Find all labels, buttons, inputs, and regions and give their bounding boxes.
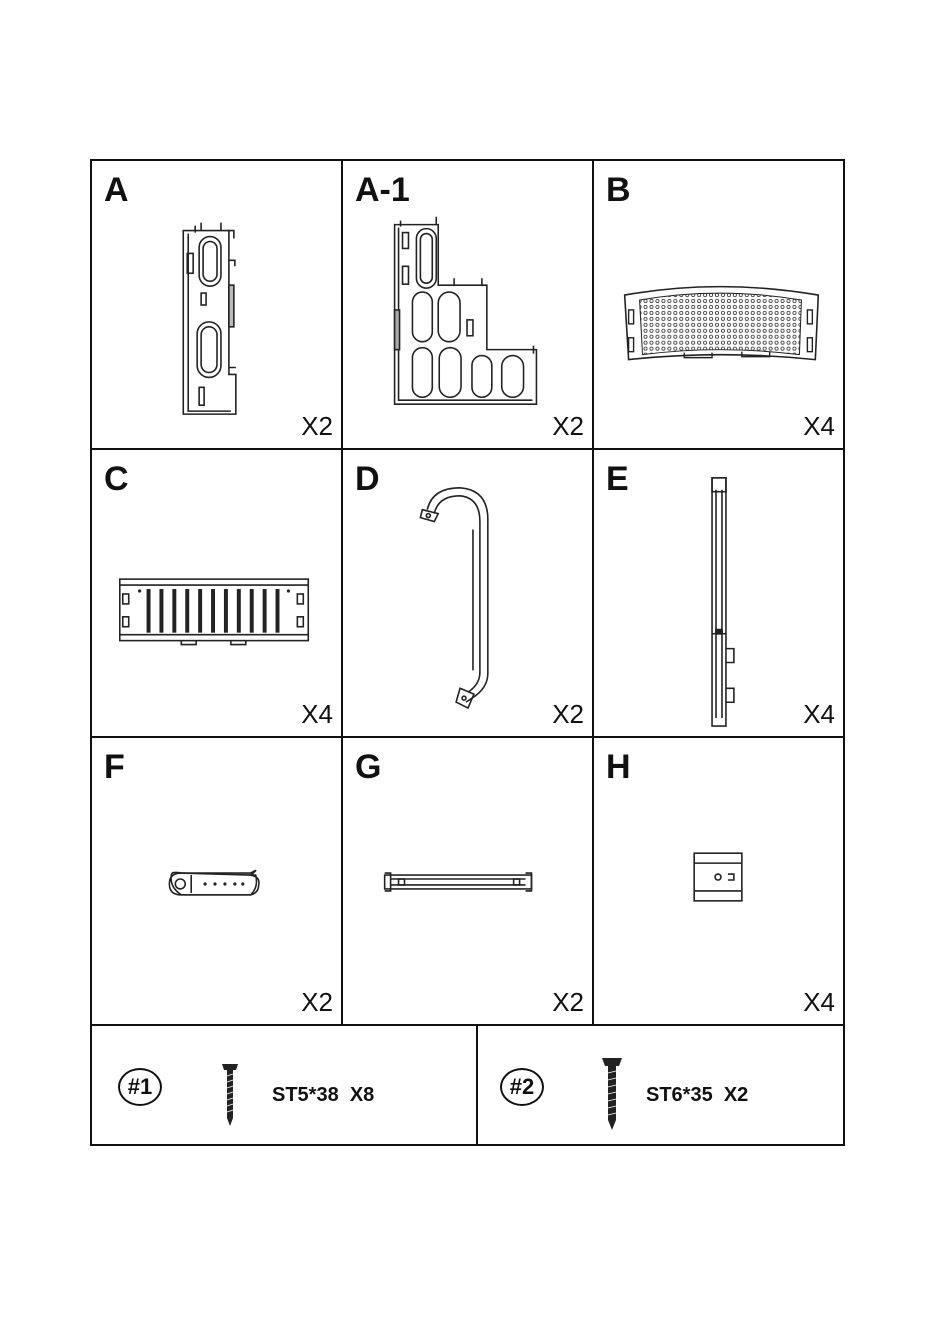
part-quantity: X4	[803, 699, 835, 729]
part-quantity: X2	[552, 987, 584, 1017]
part-cell-d	[343, 450, 594, 738]
part-quantity: X4	[301, 699, 333, 729]
part-cell-c	[92, 450, 343, 738]
hook-rail-icon	[343, 450, 592, 736]
part-letter: A-1	[355, 171, 410, 209]
part-quantity: X2	[552, 411, 584, 441]
parts-grid	[92, 161, 843, 1026]
corner-panel-icon	[343, 161, 592, 448]
screw-icon	[220, 1062, 240, 1128]
connector-block-icon	[594, 738, 843, 1024]
screw-cell-2	[478, 1026, 843, 1144]
upright-post-icon	[594, 450, 843, 736]
hardware-row	[92, 1026, 843, 1144]
part-cell-a-1	[343, 161, 594, 450]
crossbar-icon	[343, 738, 592, 1024]
part-cell-e	[594, 450, 843, 738]
part-letter: D	[355, 460, 380, 498]
wall-panel-icon	[92, 161, 341, 448]
part-quantity: X2	[552, 699, 584, 729]
screw-cell-1	[92, 1026, 478, 1144]
part-letter: C	[104, 460, 129, 498]
screw-id-badge: #1	[118, 1068, 162, 1106]
slotted-panel-icon	[92, 450, 341, 736]
screw-icon	[600, 1056, 624, 1132]
part-quantity: X4	[803, 411, 835, 441]
part-letter: H	[606, 748, 631, 786]
part-letter: G	[355, 748, 382, 786]
part-cell-a	[92, 161, 343, 450]
part-quantity: X2	[301, 987, 333, 1017]
screw-id-badge: #2	[500, 1068, 544, 1106]
part-letter: A	[104, 171, 129, 209]
part-letter: E	[606, 460, 629, 498]
part-letter: F	[104, 748, 125, 786]
part-cell-h	[594, 738, 843, 1026]
part-cell-b	[594, 161, 843, 450]
parts-list-sheet	[90, 159, 845, 1146]
part-cell-f	[92, 738, 343, 1026]
part-letter: B	[606, 171, 631, 209]
part-quantity: X2	[301, 411, 333, 441]
screw-spec: ST6*35 X2	[646, 1084, 749, 1106]
bracket-clip-icon	[92, 738, 341, 1024]
curved-mesh-shelf-icon	[594, 161, 843, 448]
part-cell-g	[343, 738, 594, 1026]
part-quantity: X4	[803, 987, 835, 1017]
screw-spec: ST5*38 X8	[272, 1084, 375, 1106]
